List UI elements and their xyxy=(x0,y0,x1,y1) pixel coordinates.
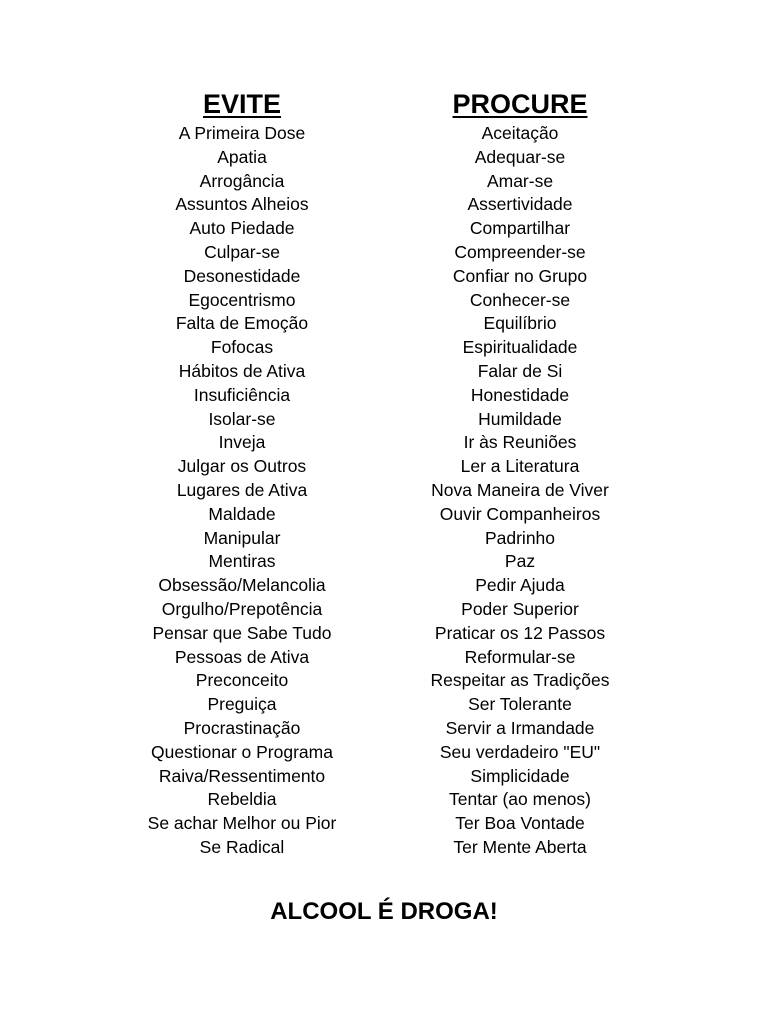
list-item: Pessoas de Ativa xyxy=(174,646,310,667)
list-item: Espiritualidade xyxy=(462,337,578,358)
list-item: Ser Tolerante xyxy=(468,694,572,715)
list-item: Equilíbrio xyxy=(483,313,557,334)
list-item: Humildade xyxy=(478,408,562,429)
list-item: Conhecer-se xyxy=(469,289,571,310)
list-item: Padrinho xyxy=(484,527,556,548)
list-item: Poder Superior xyxy=(461,598,579,619)
list-item: Arrogância xyxy=(199,170,285,191)
list-item: Pensar que Sabe Tudo xyxy=(152,622,332,643)
evite-heading: EVITE xyxy=(202,89,282,119)
list-item: Praticar os 12 Passos xyxy=(434,622,606,643)
list-item: Maldade xyxy=(208,503,276,524)
list-item: Mentiras xyxy=(208,551,276,572)
procure-column xyxy=(370,86,670,860)
list-item: Insuficiência xyxy=(193,384,291,405)
list-item: Isolar-se xyxy=(208,408,276,429)
slogan: ALCOOL É DROGA! xyxy=(270,898,498,925)
list-item: Ouvir Companheiros xyxy=(439,503,601,524)
list-item: Culpar-se xyxy=(204,241,280,262)
list-item: A Primeira Dose xyxy=(178,123,306,143)
list-item: Obsessão/Melancolia xyxy=(158,575,326,596)
list-item: Ler a Literatura xyxy=(460,456,580,477)
list-item: Falta de Emoção xyxy=(175,313,309,334)
list-item: Egocentrismo xyxy=(188,289,296,310)
list-item: Apatia xyxy=(217,146,267,167)
evite-list xyxy=(92,122,392,860)
list-item: Auto Piedade xyxy=(189,218,295,239)
list-item: Compreender-se xyxy=(454,241,586,262)
list-item: Tentar (ao menos) xyxy=(448,789,591,810)
list-item: Questionar o Programa xyxy=(151,741,333,762)
list-item: Amar-se xyxy=(486,170,554,191)
list-item: Assertividade xyxy=(467,194,573,215)
list-item: Aceitação xyxy=(481,123,559,143)
procure-heading: PROCURE xyxy=(452,89,588,119)
list-item: Seu verdadeiro "EU" xyxy=(439,741,601,762)
list-item: Simplicidade xyxy=(470,765,570,786)
list-item: Desonestidade xyxy=(183,265,301,286)
list-item: Reformular-se xyxy=(464,646,576,667)
list-item: Preguiça xyxy=(207,694,277,715)
list-item: Fofocas xyxy=(210,337,274,358)
list-item: Procrastinação xyxy=(183,717,301,738)
list-item: Julgar os Outros xyxy=(177,456,307,477)
list-item: Lugares de Ativa xyxy=(176,479,308,500)
list-item: Nova Maneira de Viver xyxy=(431,479,609,500)
list-item: Assuntos Alheios xyxy=(175,194,309,215)
list-item: Manipular xyxy=(203,527,281,548)
list-item: Ter Boa Vontade xyxy=(455,813,585,834)
list-item: Se Radical xyxy=(199,836,285,857)
list-item: Orgulho/Prepotência xyxy=(161,598,323,619)
list-item: Paz xyxy=(504,551,536,572)
list-item: Ir às Reuniões xyxy=(463,432,577,453)
list-item: Inveja xyxy=(218,432,266,453)
list-item: Servir a Irmandade xyxy=(445,717,595,738)
list-item: Se achar Melhor ou Pior xyxy=(147,813,337,834)
list-item: Compartilhar xyxy=(469,218,571,239)
list-item: Respeitar as Tradições xyxy=(430,670,610,691)
list-item: Preconceito xyxy=(195,670,289,691)
list-item: Confiar no Grupo xyxy=(452,265,588,286)
list-item: Hábitos de Ativa xyxy=(178,360,306,381)
list-item: Ter Mente Aberta xyxy=(453,836,587,857)
list-item: Rebeldia xyxy=(207,789,277,810)
evite-column xyxy=(92,86,392,860)
list-item: Falar de Si xyxy=(477,360,563,381)
list-item: Adequar-se xyxy=(474,146,566,167)
list-item: Pedir Ajuda xyxy=(475,575,565,596)
list-item: Raiva/Ressentimento xyxy=(158,765,326,786)
list-item: Honestidade xyxy=(470,384,570,405)
procure-list xyxy=(370,122,670,860)
